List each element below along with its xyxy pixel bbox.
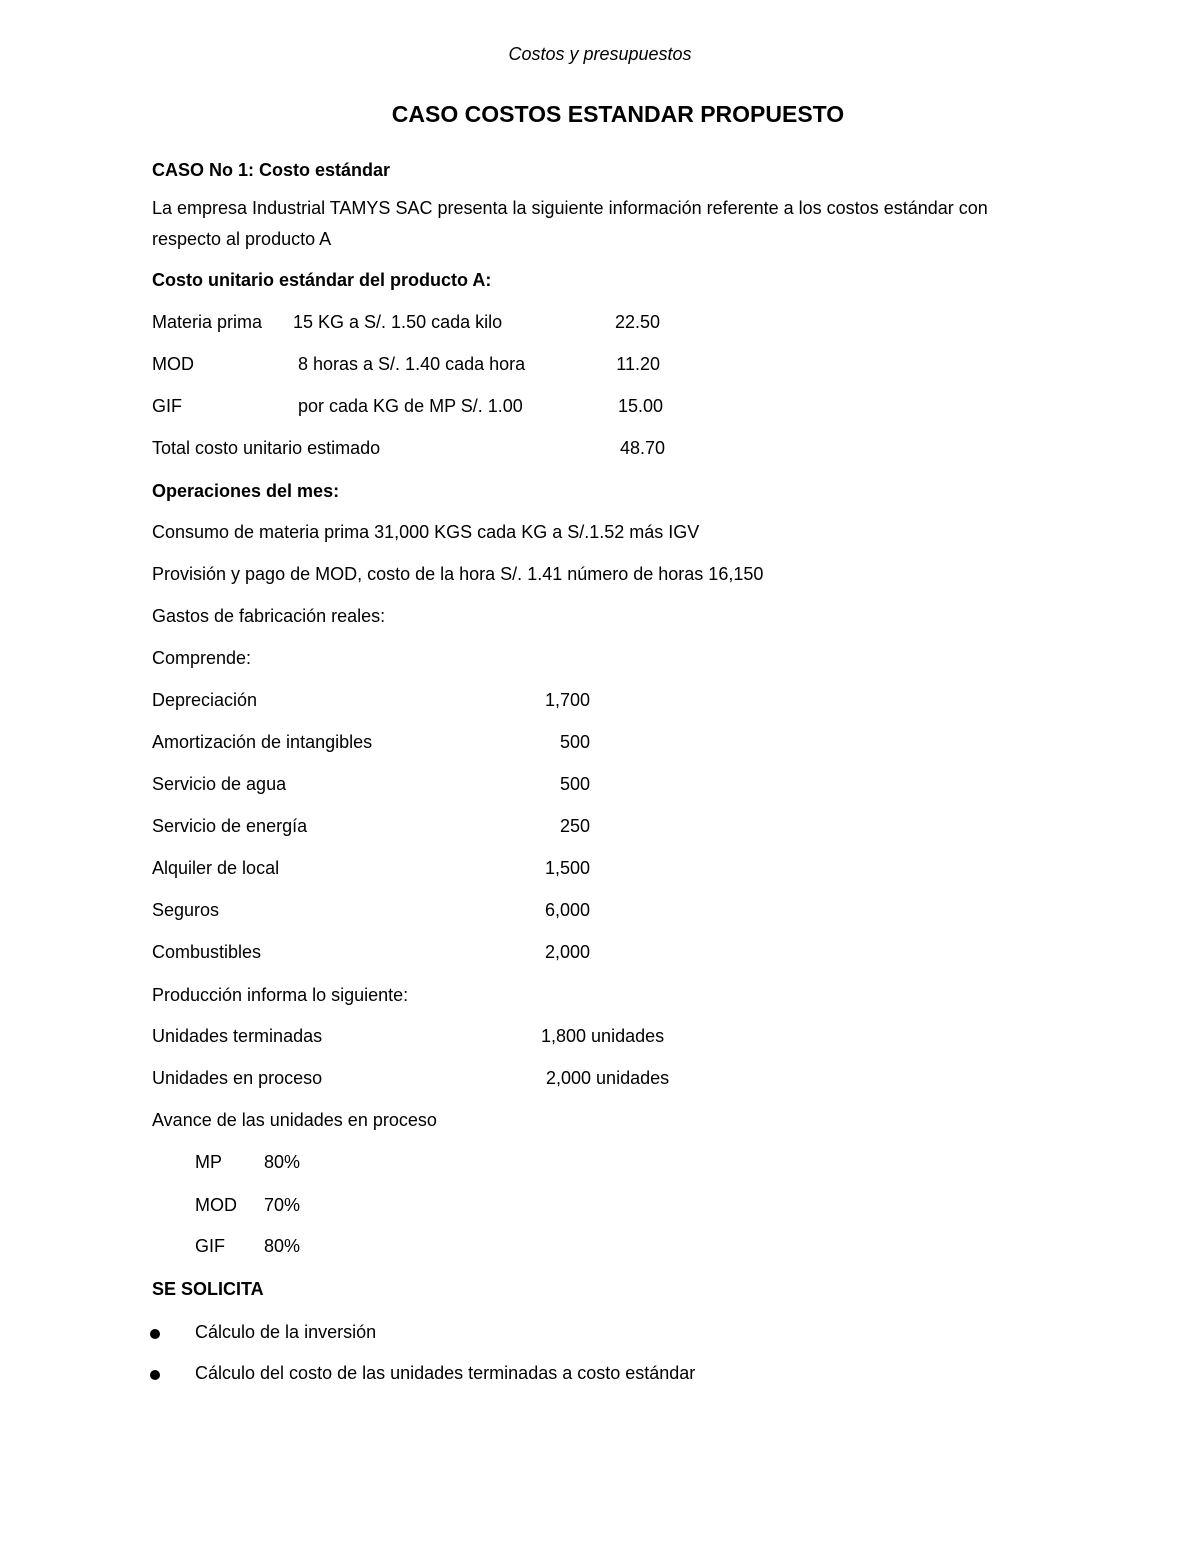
page-header: Costos y presupuestos: [508, 44, 692, 64]
operation-line: Consumo de materia prima 31,000 KGS cada KG a S/.1.52 más IGV: [152, 522, 700, 542]
progress-label: MOD: [195, 1195, 237, 1215]
expense-label: Amortización de intangibles: [152, 732, 373, 752]
expense-amount: 1,500: [544, 858, 590, 878]
case-heading: CASO No 1: Costo estándar: [152, 160, 391, 180]
unit-cost-detail: por cada KG de MP S/. 1.00: [298, 396, 523, 416]
production-label: Unidades en proceso: [152, 1068, 323, 1088]
expense-amount: 2,000: [544, 942, 590, 962]
expense-label: Servicio de agua: [152, 774, 287, 794]
operation-line: Comprende:: [152, 648, 252, 668]
bullet-icon: [150, 1370, 160, 1380]
progress-value: 80%: [264, 1236, 301, 1256]
expense-label: Seguros: [152, 900, 220, 920]
progress-value: 80%: [264, 1152, 301, 1172]
operation-line: Provisión y pago de MOD, costo de la hora S/. 1.41 número de horas 16,150: [152, 564, 764, 584]
request-text: Cálculo del costo de las unidades terminadas a costo estándar: [195, 1363, 696, 1383]
expense-amount: 1,700: [544, 690, 590, 710]
production-value: 1,800 unidades: [541, 1026, 665, 1046]
request-text: Cálculo de la inversión: [195, 1322, 377, 1342]
production-heading: Producción informa lo siguiente:: [152, 985, 409, 1005]
unit-cost-total-amount: 48.70: [619, 438, 665, 458]
unit-cost-amount: 15.00: [617, 396, 663, 416]
production-value: 2,000 unidades: [546, 1068, 670, 1088]
request-heading: SE SOLICITA: [152, 1279, 264, 1299]
expense-amount: 250: [559, 816, 590, 836]
intro-line-2: respecto al producto A: [152, 229, 332, 249]
bullet-icon: [150, 1329, 160, 1339]
unit-cost-amount: 11.20: [616, 354, 660, 374]
progress-label: GIF: [195, 1236, 225, 1256]
progress-value: 70%: [264, 1195, 301, 1215]
unit-cost-amount: 22.50: [614, 312, 660, 332]
unit-cost-detail: 8 horas a S/. 1.40 cada hora: [298, 354, 526, 374]
operation-line: Gastos de fabricación reales:: [152, 606, 386, 626]
unit-cost-total-label: Total costo unitario estimado: [152, 438, 381, 458]
unit-cost-item: MOD: [152, 354, 194, 374]
expense-amount: 500: [559, 774, 590, 794]
document-title: CASO COSTOS ESTANDAR PROPUESTO: [391, 101, 845, 127]
progress-label: MP: [195, 1152, 222, 1172]
unit-cost-detail: 15 KG a S/. 1.50 cada kilo: [293, 312, 503, 332]
unit-cost-item: Materia prima: [152, 312, 263, 332]
unit-cost-heading: Costo unitario estándar del producto A:: [152, 270, 492, 290]
progress-heading: Avance de las unidades en proceso: [152, 1110, 437, 1130]
expense-label: Alquiler de local: [152, 858, 280, 878]
expense-label: Depreciación: [152, 690, 258, 710]
operations-heading: Operaciones del mes:: [152, 481, 340, 501]
unit-cost-item: GIF: [152, 396, 182, 416]
expense-amount: 6,000: [544, 900, 590, 920]
expense-amount: 500: [559, 732, 590, 752]
intro-line-1: La empresa Industrial TAMYS SAC presenta la siguiente información referente a los costos estándar con: [152, 198, 988, 218]
expense-label: Combustibles: [152, 942, 262, 962]
expense-label: Servicio de energía: [152, 816, 308, 836]
production-label: Unidades terminadas: [152, 1026, 323, 1046]
